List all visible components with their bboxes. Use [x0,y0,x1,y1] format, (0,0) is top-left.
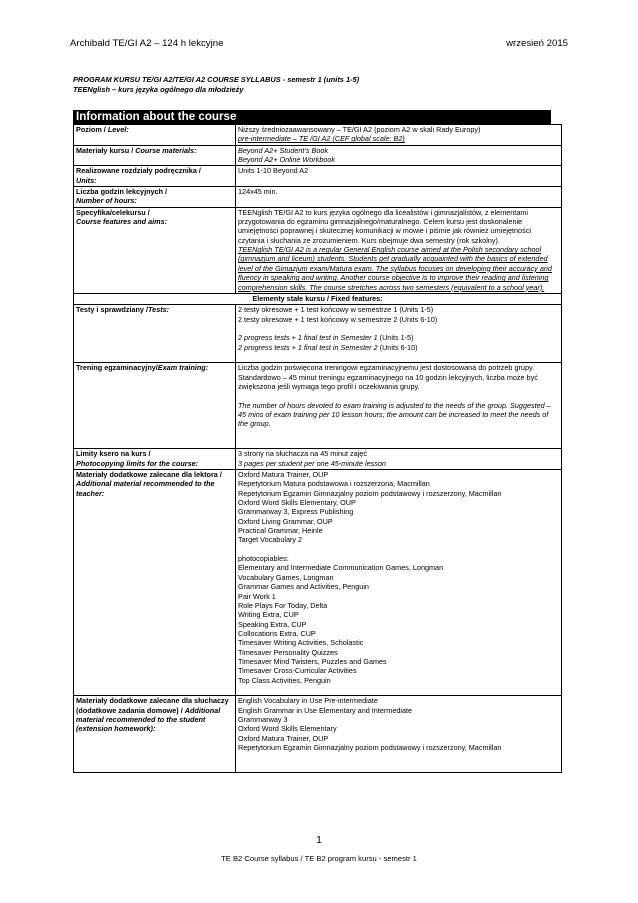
document-title [73,75,359,95]
features-value: TEENglish TE/GI A2 to kurs języka ogólnego dla licealistów i gimnazjalistów, z elementami przygotowania do egzaminu gimnazjalnego/maturalnego. Celem kursu jest doskonalenie umiejętności poprawnej i skutecznej komunikacji w mowie i piśmie jak również umiejętności czytania i słuchania ze zrozumieniem. Kurs obejmuje dwa semestry (rok szkolny). TEENglish TE/GI A2 is a regular General English course aimed at the Polish secondary school (gimnazjum and liceum) students. Students get gradually acquainted with the basics of extended level of the Gimazjum exam/Matura exam. The syllabus focuses on developing their accuracy and fluency in speaking and writing. Another course objective is to improve their reading and listening comprehension skills. The course stretches across two semesters (equivalent to a school year). [236,207,562,293]
list-item: Oxford Living Grammar, OUP [238,516,333,526]
copy-label: Limity ksero na kurs / Photocopying limits for the course: [74,449,236,470]
list-item: Oxford Matura Trainer, OUP [238,470,329,480]
teacher-value [236,470,562,696]
header-left: Archibald TE/GI A2 – 124 h lekcyjne [70,38,224,49]
level-label: Poziom / Level: [74,125,236,146]
course-info-table [73,124,562,773]
exam-label: Trening egzaminacyjny/Exam training: [74,363,236,449]
list-item: Vocabulary Games, Longman [238,572,334,582]
row-exam [74,363,562,449]
row-teacher [74,470,562,696]
list-item: English Vocabulary in Use Pre-intermediate [238,696,378,706]
list-item: Grammarway 3, Express Publishing [238,507,354,517]
level-value: Niższy średniozaawansowany – TE/GI A2 (poziom A2 w skali Rady Europy) pre-intermediate – TE /GI A2 (CEF global scale: B2) [236,125,562,146]
list-item: Oxford Matura Trainer, OUP [238,733,329,743]
photocopiables-list [238,563,559,684]
hours-value: 124x45 min. [236,187,562,208]
row-features [74,207,562,293]
row-tests [74,305,562,363]
list-item: Repetytorium Matura podstawowa i rozszerzona, Macmillan [238,479,430,489]
page-header [70,38,568,52]
list-item: Speaking Extra, CUP [238,619,307,629]
list-item: Repetytorium Egzamin Gimnazjalny poziom podstawowy i rozszerzony, Macmillan [238,488,502,498]
teacher-label: Materiały dodatkowe zalecane dla lektora / Additional material recommended to the teacher: [74,470,236,696]
features-label: Specyfika/celekursu / Course features and aims: [74,207,236,293]
list-item: Timesaver Writing Activities, Scholastic [238,638,364,648]
row-units [74,166,562,187]
list-item: Writing Extra, CUP [238,610,299,620]
student-label: Materiały dodatkowe zalecane dla słuchaczy (dodatkowe zadania domowe) / Additional material recommended to the student (extension homework): [74,696,236,773]
list-item: English Grammar in Use Elementary and Intermediate [238,705,413,715]
list-item: Collocations Extra, CUP [238,628,316,638]
row-copy [74,449,562,470]
title-line-1: PROGRAM KURSU TE/GI A2/TE/GI A2 COURSE SYLLABUS - semestr 1 (units 1-5) [73,75,360,84]
copy-value: 3 strony na słuchacza na 45 minut zajęć 3 pages per student per one 45-minute lesson [236,449,562,470]
list-item: Timesaver Mind Twisters, Puzzles and Games [238,656,387,666]
materials-label: Materiały kursu / Course materials: [74,145,236,166]
list-item: Role Plays For Today, Delta [238,600,328,610]
units-label: Realizowane rozdziały podręcznika / Units: [74,166,236,187]
student-value [236,696,562,773]
row-hours [74,187,562,208]
list-item: Practical Grammar, Heinle [238,526,323,536]
units-value: Units 1-10 Beyond A2 [236,166,562,187]
list-item: Oxford Word Skills Elementary, OUP [238,498,356,508]
materials-value: Beyond A2+ Student’s Book Beyond A2+ Online Workbook [236,145,562,166]
list-item: Timesaver Cross-Curricular Activities [238,666,357,676]
row-student [74,696,562,773]
photocopiables-heading: photocopiables: [238,554,289,564]
list-item: Target Vocabulary 2 [238,535,303,545]
list-item: Oxford Word Skills Elementary [238,724,337,734]
page-number: 1 [316,835,322,846]
exam-value: Liczba godzin poświęcona treningowi egzaminacyjnemu jest dostosowana do potrzeb grupy. Standardowo – 45 minut treningu egzaminacyjnego na 10 godzin lekcyjnych, liczba może być zwiększona jeśli wymaga tego profil i oczekiwania grupy. The number of hours devoted to exam training is adjusted to the needs of the group. Suggested – 45 mins of exam training per 10 lesson hours; the amount can be increased to meet the needs of the group. [236,363,562,449]
tests-label: Testy i sprawdziany /Tests: [74,305,236,363]
title-line-2: TEENglish – kurs języka ogólnego dla młodzieży [73,85,244,94]
hours-label: Liczba godzin lekcyjnych / Number of hours: [74,187,236,208]
info-heading-bar: Information about the course [73,110,551,124]
row-materials [74,145,562,166]
row-fixed-heading [74,293,562,304]
header-date: wrzesień 2015 [506,38,568,49]
student-material-list [238,696,559,752]
list-item: Elementary and Intermediate Communication Games, Longman [238,563,444,573]
list-item: Timesaver Personality Quizzes [238,647,338,657]
list-item: Grammar Games and Activities, Penguin [238,582,369,592]
tests-value: 2 testy okresowe + 1 test końcowy w semestrze 1 (Units 1-5) 2 testy okresowe + 1 test końcowy w semestrze 2 (Units 6-10) 2 progress tests + 1 final test in Semester 1 (Units 1-5) 2 progress tests + 1 final test in Semester 2 (Units 6-10) [236,305,562,363]
row-level [74,125,562,146]
teacher-material-list [238,470,559,545]
page-footer: TE B2 Course syllabus / TE B2 program kursu - semestr 1 [221,854,417,863]
fixed-features-heading: Elementy stałe kursu / Fixed features: [74,293,562,304]
list-item: Top Class Activities, Penguin [238,675,331,685]
list-item: Pair Work 1 [238,591,276,601]
list-item: Repetytorium Egzamin Gimnazjalny poziom podstawowy i rozszerzony, Macmillan [238,743,502,752]
list-item: Grammarway 3 [238,714,288,724]
